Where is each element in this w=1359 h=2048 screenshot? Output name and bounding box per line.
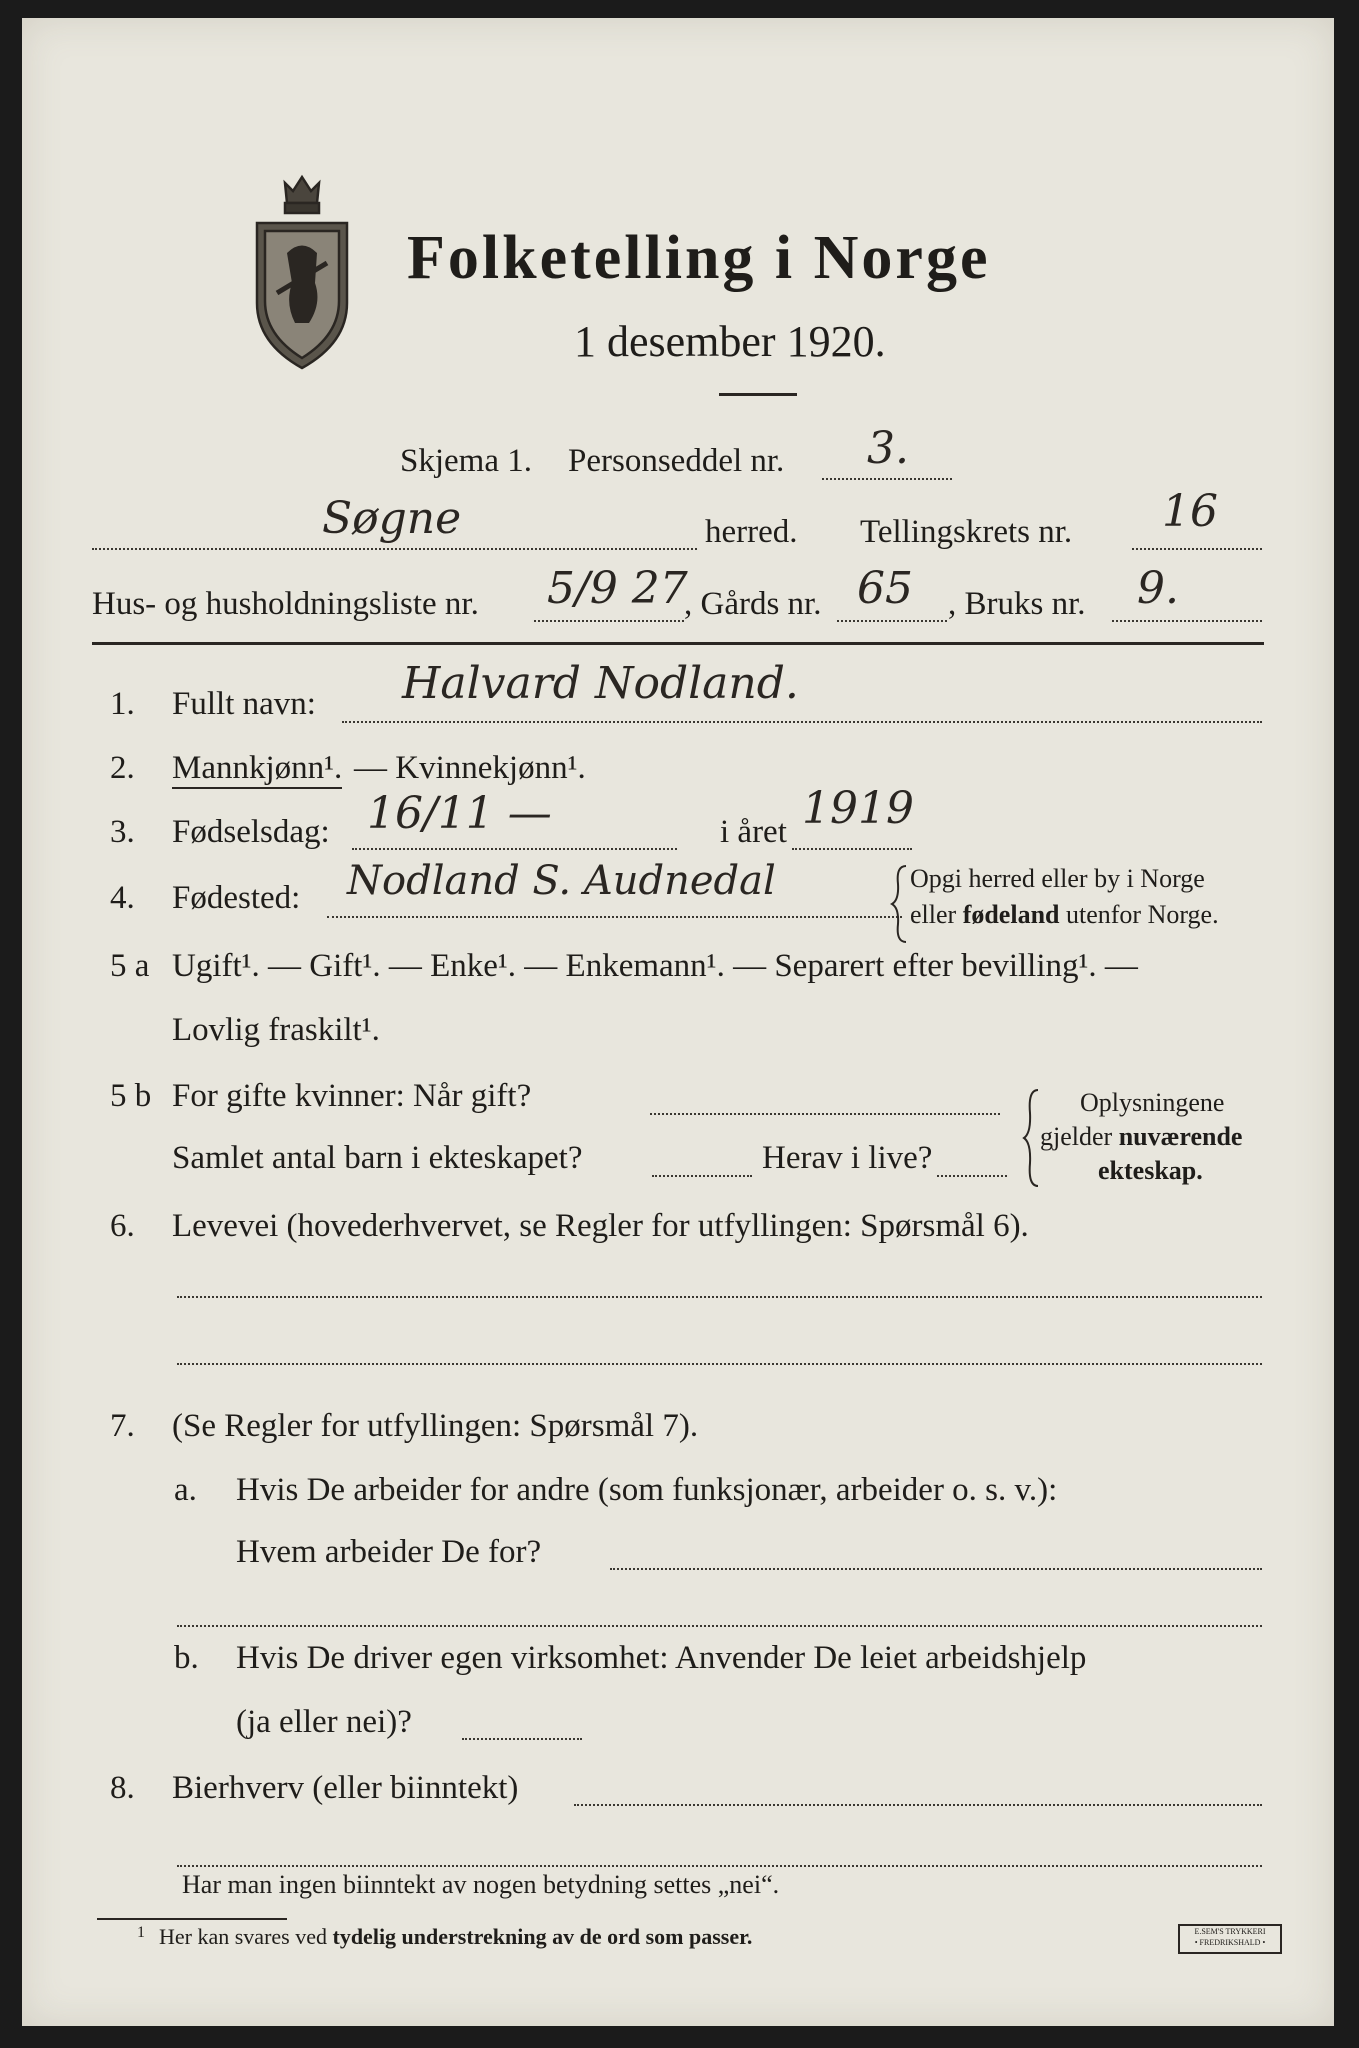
footnote-mark: 1 bbox=[137, 1924, 145, 1941]
q5b-note-line3: ekteskap. bbox=[1098, 1156, 1203, 1185]
census-form-page bbox=[22, 18, 1334, 2026]
skjema-label: Skjema 1. bbox=[400, 443, 532, 479]
footnote-text-a: Her kan svares ved bbox=[159, 1924, 333, 1949]
footnote bbox=[137, 1924, 752, 1950]
bruks-line bbox=[1112, 620, 1262, 622]
q7a-line-2 bbox=[177, 1625, 1262, 1627]
bracket-icon bbox=[890, 864, 910, 944]
q1-label: Fullt navn: bbox=[172, 686, 316, 722]
printer-stamp bbox=[1178, 1924, 1282, 1954]
q2-female-option: — Kvinnekjønn¹. bbox=[354, 750, 586, 786]
personseddel-label: Personseddel nr. bbox=[568, 443, 785, 479]
title-rule bbox=[719, 393, 797, 396]
q4-note-line2 bbox=[910, 900, 1219, 930]
q1-value: Halvard Nodland. bbox=[402, 658, 799, 709]
q4-note-line1: Opgi herred eller by i Norge bbox=[910, 864, 1205, 893]
hus-value: 5/9 27 bbox=[547, 563, 688, 614]
q5b-alive-label: Herav i live? bbox=[762, 1140, 933, 1176]
bruks-value: 9. bbox=[1137, 563, 1179, 614]
footnote-rule bbox=[97, 1918, 287, 1920]
q7a-letter: a. bbox=[174, 1472, 197, 1508]
q3-value: 16/11 — bbox=[367, 788, 552, 839]
q2-male-option: Mannkjønn¹. bbox=[172, 750, 342, 789]
q7b-answer-label: (ja eller nei)? bbox=[236, 1704, 412, 1740]
q6-number: 6. bbox=[110, 1208, 135, 1244]
q5a-options: Ugift¹. — Gift¹. — Enke¹. — Enkemann¹. — Separert efter bevilling¹. — bbox=[172, 948, 1138, 984]
tellingskrets-value: 16 bbox=[1162, 486, 1218, 537]
herred-line bbox=[92, 548, 697, 550]
footer-note: Har man ingen biinntekt av nogen betydning settes „nei“. bbox=[182, 1870, 780, 1899]
header-divider bbox=[92, 642, 1264, 645]
q5b-number: 5 b bbox=[110, 1078, 152, 1114]
personseddel-value: 3. bbox=[867, 423, 909, 474]
personseddel-line bbox=[822, 478, 952, 480]
q8-number: 8. bbox=[110, 1770, 135, 1806]
gards-label: , Gårds nr. bbox=[684, 586, 822, 622]
q6-line-2 bbox=[177, 1363, 1262, 1365]
q5b-children-label: Samlet antal barn i ekteskapet? bbox=[172, 1140, 583, 1176]
q5b-note-text-a: gjelder bbox=[1040, 1122, 1119, 1151]
q5b-note-line1: Oplysningene bbox=[1080, 1088, 1225, 1117]
hus-label: Hus- og husholdningsliste nr. bbox=[92, 586, 479, 622]
census-date: 1 desember 1920. bbox=[574, 317, 886, 366]
q5b-children-line bbox=[652, 1175, 752, 1177]
q7a-employer-label: Hvem arbeider De for? bbox=[236, 1534, 542, 1570]
bruks-label: , Bruks nr. bbox=[948, 586, 1086, 622]
q5b-note-text-b: nuværende bbox=[1118, 1122, 1243, 1151]
q3-year-line bbox=[792, 848, 912, 850]
q4-line bbox=[327, 916, 902, 918]
q4-note-text-a: eller bbox=[910, 900, 963, 929]
q3-year-label: i året bbox=[720, 814, 787, 850]
norwegian-coat-of-arms-icon bbox=[247, 163, 357, 378]
q2-number: 2. bbox=[110, 750, 135, 786]
q4-note-text-c: utenfor Norge. bbox=[1059, 900, 1219, 929]
q7a-label: Hvis De arbeider for andre (som funksjonær, arbeider o. s. v.): bbox=[236, 1472, 1058, 1508]
q5b-married-label: For gifte kvinner: Når gift? bbox=[172, 1078, 532, 1114]
tellingskrets-label: Tellingskrets nr. bbox=[860, 514, 1073, 550]
q8-line bbox=[574, 1804, 1262, 1806]
q4-number: 4. bbox=[110, 880, 135, 916]
q8-line-2 bbox=[177, 1865, 1262, 1867]
q7b-answer-line bbox=[462, 1738, 582, 1740]
q1-number: 1. bbox=[110, 686, 135, 722]
q6-line-1 bbox=[177, 1296, 1262, 1298]
q3-line bbox=[352, 848, 677, 850]
q7-label: (Se Regler for utfyllingen: Spørsmål 7). bbox=[172, 1408, 699, 1444]
q5b-married-line bbox=[650, 1113, 1000, 1115]
q7b-letter: b. bbox=[174, 1640, 199, 1676]
q7b-label: Hvis De driver egen virksomhet: Anvender De leiet arbeidshjelp bbox=[236, 1640, 1087, 1676]
q1-line bbox=[342, 721, 1262, 723]
bracket-icon bbox=[1022, 1088, 1042, 1188]
q5a-options-cont: Lovlig fraskilt¹. bbox=[172, 1012, 380, 1048]
q4-value: Nodland S. Audnedal bbox=[347, 858, 776, 904]
q7-number: 7. bbox=[110, 1408, 135, 1444]
gards-value: 65 bbox=[857, 563, 913, 614]
q5b-alive-line bbox=[937, 1175, 1007, 1177]
q8-label: Bierhverv (eller biinntekt) bbox=[172, 1770, 519, 1806]
printer-stamp-line2: • FREDRIKSHALD • bbox=[1194, 1938, 1266, 1947]
q3-number: 3. bbox=[110, 814, 135, 850]
form-title: Folketelling i Norge bbox=[407, 224, 991, 292]
gards-line bbox=[837, 620, 947, 622]
footnote-text-b: tydelig understrekning av de ord som passer. bbox=[332, 1924, 753, 1949]
tellingskrets-line bbox=[1132, 548, 1262, 550]
herred-value: Søgne bbox=[322, 493, 462, 544]
hus-line bbox=[534, 620, 684, 622]
q7a-employer-line bbox=[610, 1568, 1262, 1570]
q4-note-text-b: fødeland bbox=[962, 900, 1060, 929]
q6-label: Levevei (hovederhvervet, se Regler for utfyllingen: Spørsmål 6). bbox=[172, 1208, 1029, 1244]
q5b-note-line2 bbox=[1040, 1122, 1242, 1152]
printer-stamp-line1: E.SEM'S TRYKKERI bbox=[1194, 1927, 1266, 1936]
q5a-number: 5 a bbox=[110, 948, 150, 984]
q3-year-value: 1919 bbox=[802, 783, 914, 834]
q3-label: Fødselsdag: bbox=[172, 814, 330, 850]
herred-label: herred. bbox=[705, 514, 798, 550]
q4-label: Fødested: bbox=[172, 880, 301, 916]
